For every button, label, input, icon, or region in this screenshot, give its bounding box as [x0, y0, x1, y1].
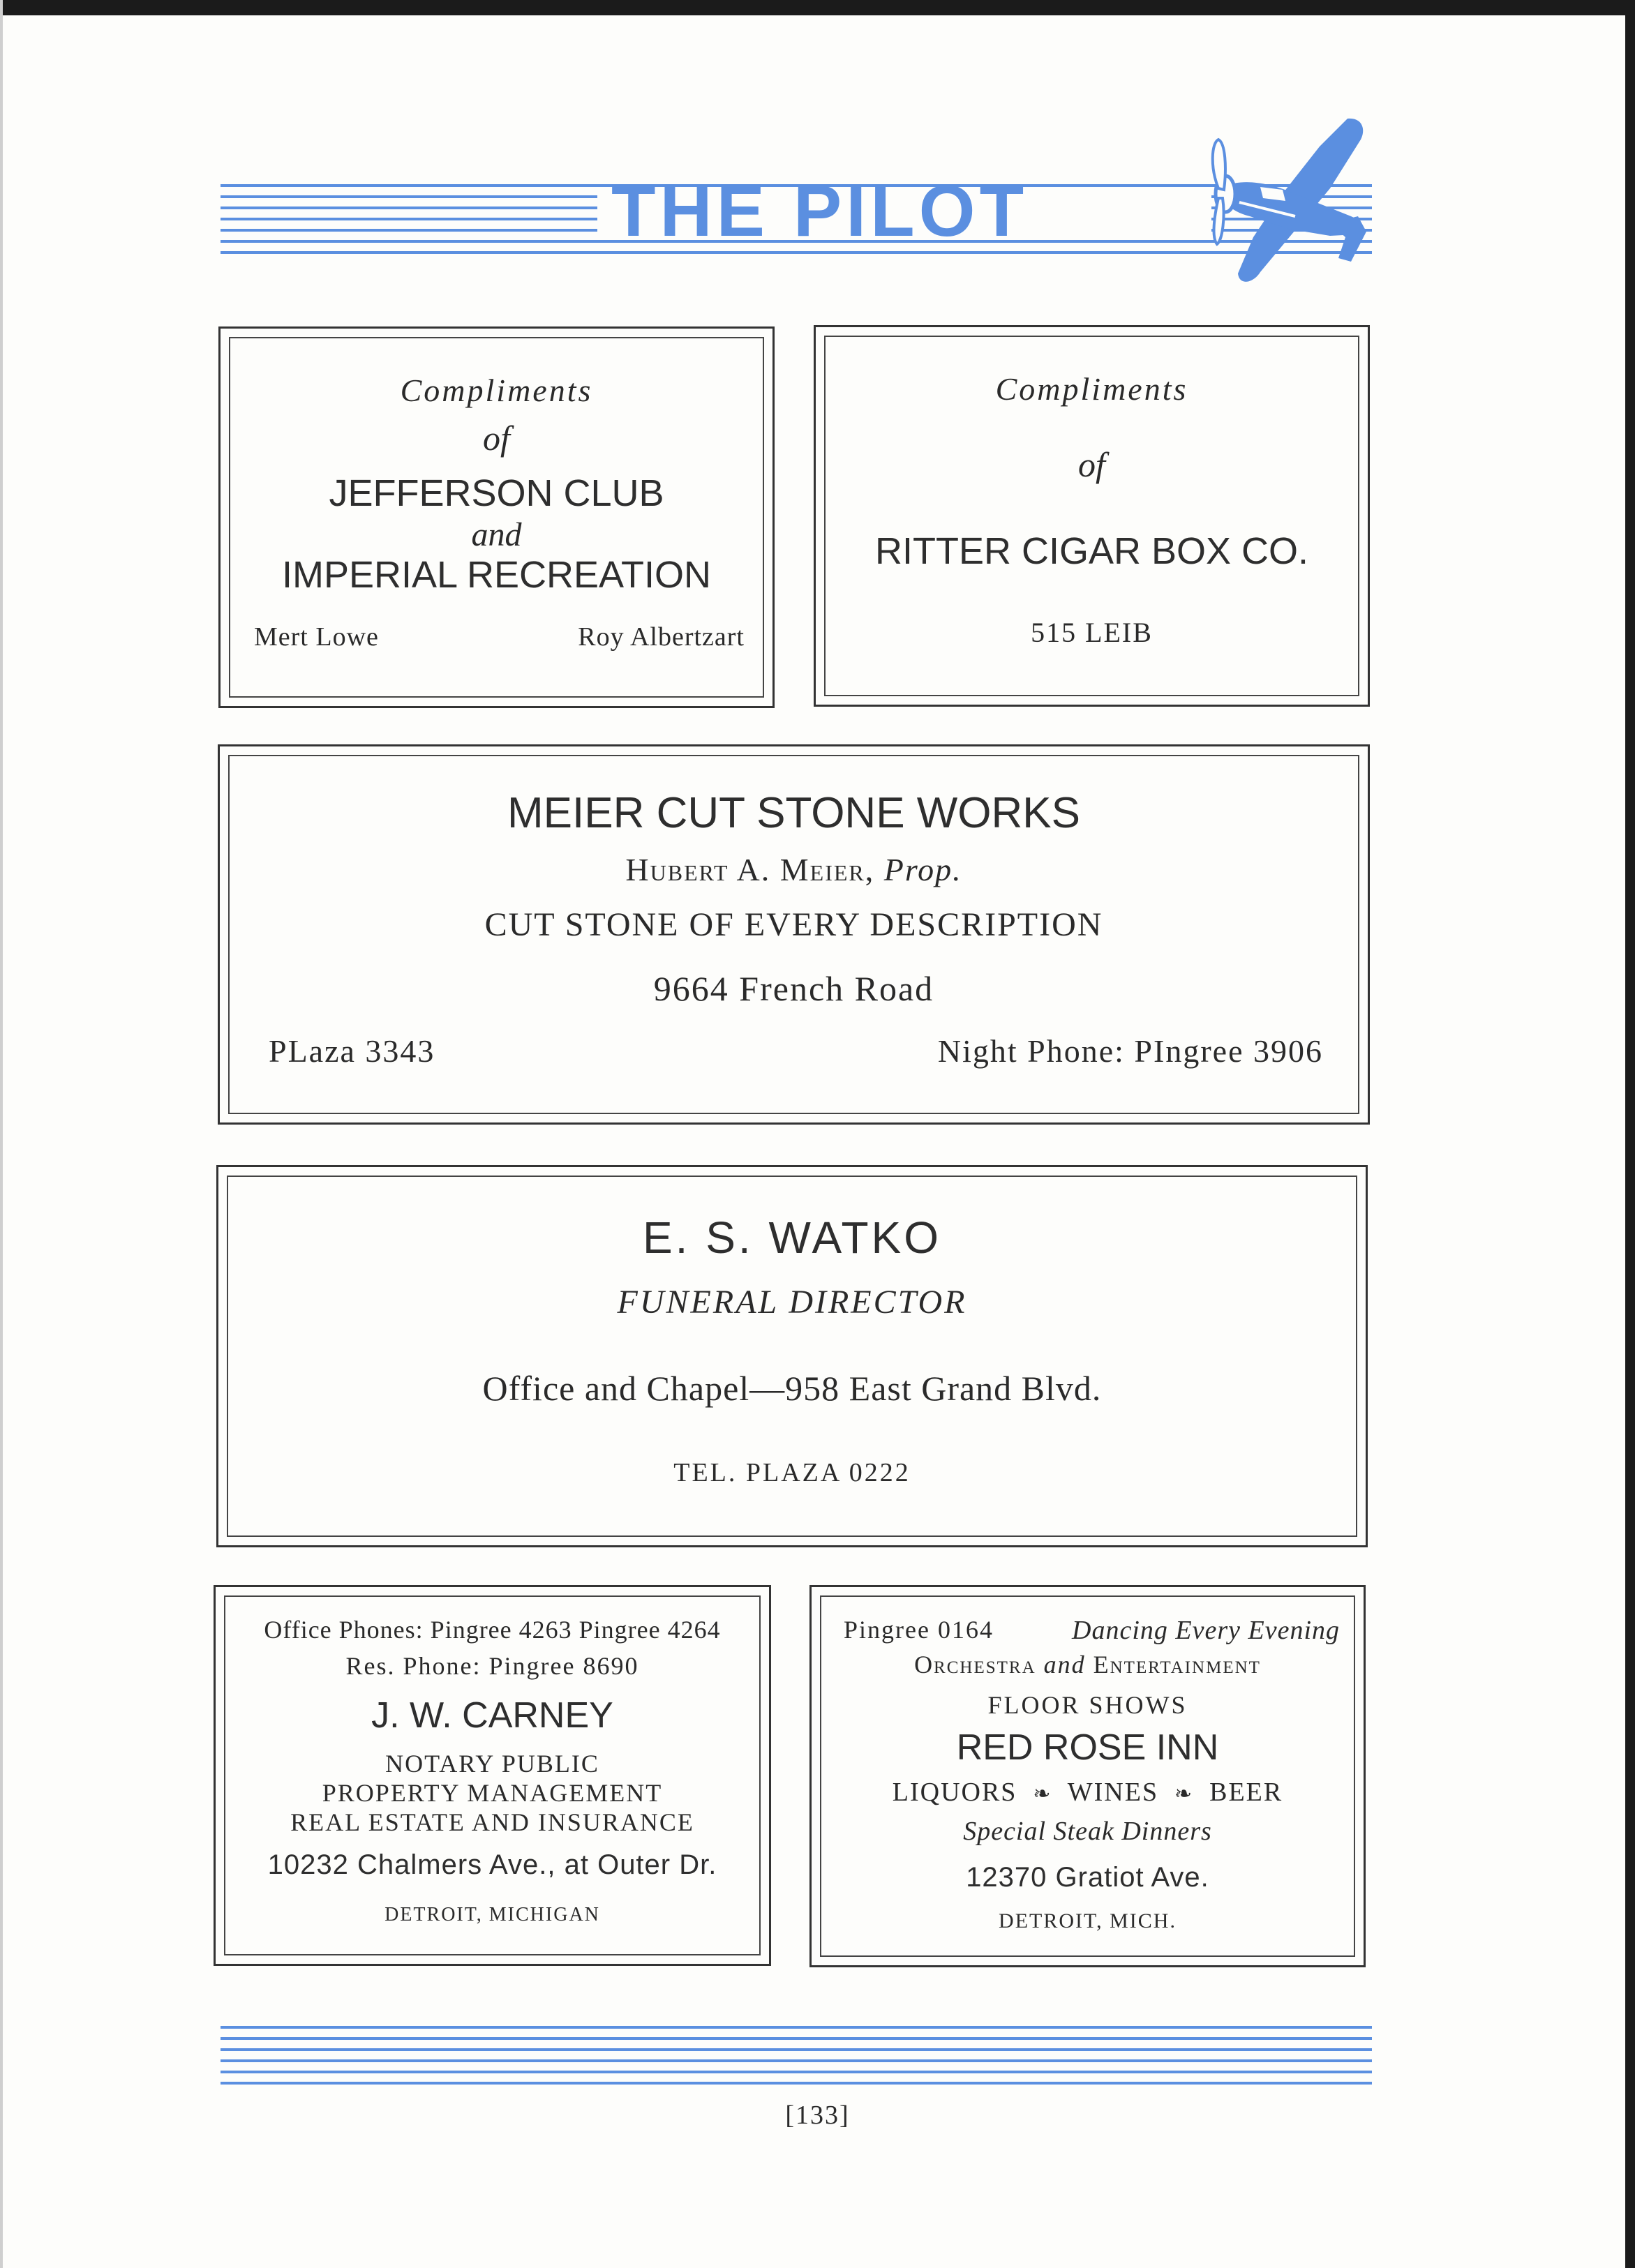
proprietor-name: Hubert A. Meier, — [625, 852, 875, 887]
entertainment-text: Entertainment — [1093, 1651, 1261, 1679]
carney-name: J. W. CARNEY — [371, 1695, 613, 1736]
footer-rules — [221, 2020, 1372, 2090]
meier-name: MEIER CUT STONE WORKS — [507, 789, 1080, 837]
ad-red-rose-inn — [809, 1585, 1366, 1967]
redrose-name: RED ROSE INN — [956, 1727, 1219, 1768]
redrose-drinks-line — [812, 1777, 1364, 1808]
leaf-ornament-icon: ❧ — [1174, 1782, 1194, 1805]
header-title: THE PILOT — [611, 171, 1029, 252]
ad-watko-funeral — [216, 1165, 1368, 1547]
and-text: and — [1043, 1651, 1086, 1679]
scan-edge-left — [0, 0, 3, 2268]
meier-proprietor — [220, 851, 1368, 888]
carney-service-property: PROPERTY MANAGEMENT — [322, 1779, 663, 1807]
wines-text: WINES — [1067, 1778, 1159, 1807]
redrose-dancing: Dancing Every Evening — [1072, 1616, 1340, 1645]
page-number: [133] — [785, 2101, 850, 2130]
redrose-phone: Pingree 0164 — [844, 1616, 994, 1644]
watko-name: E. S. WATKO — [642, 1212, 942, 1263]
beer-text: BEER — [1209, 1778, 1283, 1807]
footer-rules-svg — [221, 2020, 1372, 2090]
ad-ritter-cigar — [814, 325, 1370, 707]
redrose-special: Special Steak Dinners — [963, 1817, 1212, 1846]
scan-edge-right — [1625, 0, 1635, 2268]
orchestra-text: Orchestra — [914, 1651, 1036, 1679]
imperial-recreation-name: IMPERIAL RECREATION — [281, 554, 712, 596]
redrose-floor-shows: FLOOR SHOWS — [987, 1691, 1188, 1719]
of-text: of — [483, 419, 510, 458]
carney-city: DETROIT, MICHIGAN — [385, 1904, 600, 1925]
liquors-text: LIQUORS — [892, 1778, 1017, 1807]
watko-address: Office and Chapel—958 East Grand Blvd. — [482, 1369, 1102, 1408]
ritter-name: RITTER CIGAR BOX CO. — [874, 530, 1309, 572]
ad-meier-cut-stone — [218, 744, 1370, 1125]
meier-tagline: CUT STONE OF EVERY DESCRIPTION — [484, 906, 1103, 943]
redrose-orchestra-line — [812, 1650, 1364, 1679]
jefferson-club-name: JEFFERSON CLUB — [329, 472, 664, 514]
ad-jefferson-club — [218, 326, 775, 708]
compliments-text: Compliments — [400, 373, 593, 408]
watko-title: FUNERAL DIRECTOR — [617, 1284, 967, 1321]
person-right: Roy Albertzart — [578, 622, 745, 652]
watko-phone: TEL. PLAZA 0222 — [673, 1458, 911, 1487]
person-left: Mert Lowe — [254, 622, 379, 652]
redrose-city: DETROIT, MICH. — [999, 1909, 1177, 1932]
proprietor-title: Prop. — [883, 852, 962, 887]
carney-service-notary: NOTARY PUBLIC — [385, 1750, 599, 1778]
of-text: of — [1078, 445, 1105, 484]
carney-office-phones: Office Phones: Pingree 4263 Pingree 4264 — [264, 1616, 721, 1644]
meier-phone-night: Night Phone: PIngree 3906 — [937, 1033, 1323, 1069]
carney-res-phone: Res. Phone: Pingree 8690 — [345, 1652, 639, 1680]
pilot-header — [221, 112, 1372, 307]
and-text: and — [471, 516, 522, 553]
airplane-icon — [1121, 112, 1372, 307]
meier-phone-day: PLaza 3343 — [269, 1033, 435, 1069]
carney-service-real-estate: REAL ESTATE AND INSURANCE — [290, 1808, 694, 1836]
ritter-address: 515 LEIB — [1031, 617, 1153, 648]
meier-address: 9664 French Road — [653, 969, 934, 1008]
redrose-address: 12370 Gratiot Ave. — [966, 1862, 1209, 1893]
compliments-text: Compliments — [995, 371, 1188, 407]
ad-carney — [214, 1585, 771, 1966]
leaf-ornament-icon: ❧ — [1033, 1782, 1052, 1805]
scan-edge-top — [0, 0, 1635, 15]
carney-address: 10232 Chalmers Ave., at Outer Dr. — [267, 1849, 717, 1880]
